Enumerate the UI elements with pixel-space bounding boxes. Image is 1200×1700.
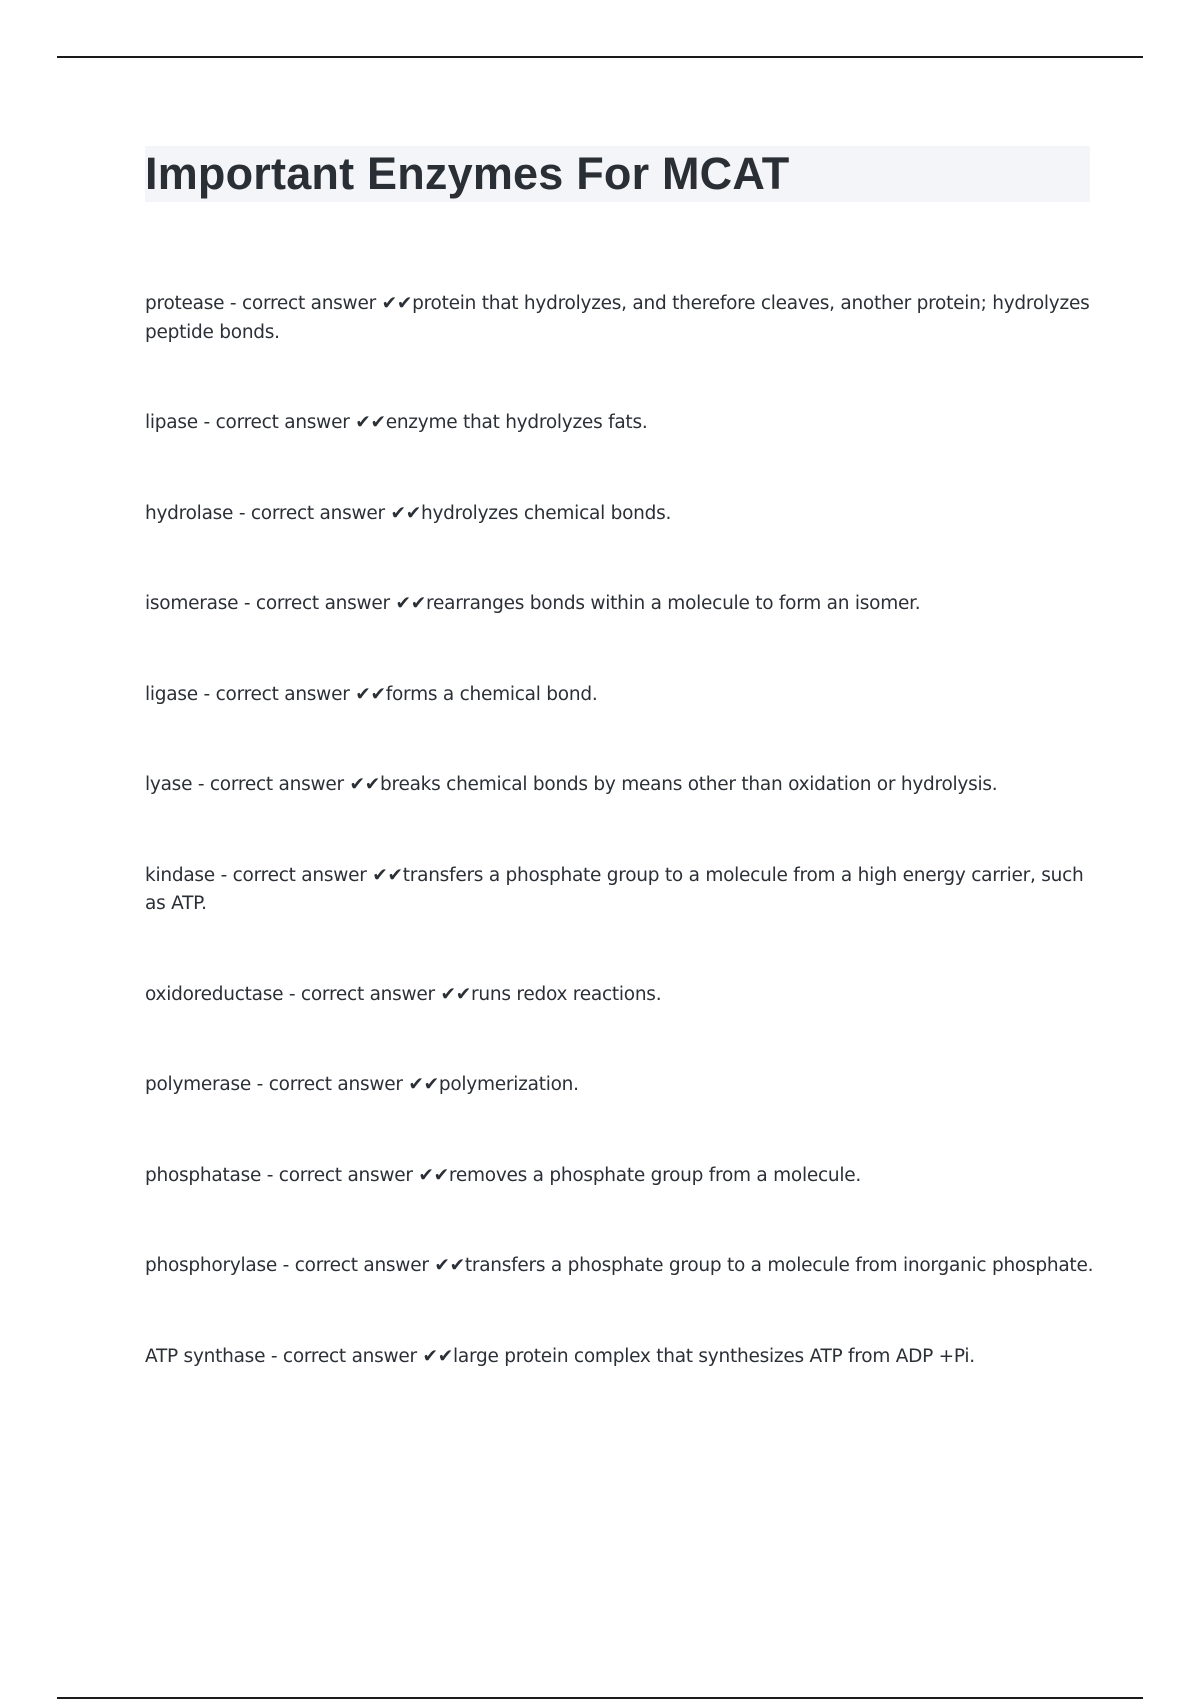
- entry-term: hydrolase: [145, 502, 234, 524]
- check-icon: ✔✔: [372, 864, 403, 886]
- entry-term: kindase: [145, 864, 215, 886]
- check-icon: ✔✔: [418, 1164, 449, 1186]
- entry-definition: polymerization.: [438, 1074, 579, 1095]
- entry-separator: - correct answer: [277, 1255, 435, 1276]
- entry-term: protease: [145, 293, 225, 314]
- entry-separator: - correct answer: [233, 502, 391, 524]
- list-item: [145, 1343, 1095, 1372]
- list-item: [145, 681, 1095, 710]
- entry-separator: - correct answer: [283, 983, 441, 1005]
- check-icon: ✔✔: [408, 1074, 439, 1095]
- entry-term: lipase: [145, 412, 198, 433]
- check-icon: ✔✔: [355, 412, 386, 433]
- entry-separator: - correct answer: [224, 293, 382, 314]
- check-icon: ✔✔: [349, 774, 381, 795]
- list-item: [145, 500, 1095, 529]
- entry-definition: large protein complex that synthesizes ATP from ADP +Pi.: [453, 1345, 975, 1367]
- entry-definition: enzyme that hydrolyzes fats.: [385, 412, 648, 433]
- list-item: [145, 590, 1095, 619]
- check-icon: ✔✔: [395, 593, 427, 614]
- entry-definition: transfers a phosphate group to a molecule from inorganic phosphate.: [464, 1255, 1094, 1276]
- entry-term: phosphatase: [145, 1164, 262, 1186]
- check-icon: ✔✔: [355, 683, 386, 705]
- entry-definition: breaks chemical bonds by means other than oxidation or hydrolysis.: [380, 774, 998, 795]
- entry-separator: - correct answer: [197, 683, 356, 705]
- entry-definition: protein that hydrolyzes, and therefore cleaves, another protein; hydrolyzes peptide bonds.: [145, 293, 1090, 343]
- entry-definition: forms a chemical bond.: [385, 683, 598, 705]
- entry-separator: - correct answer: [214, 864, 373, 886]
- list-item: [145, 1162, 1095, 1191]
- list-item: [145, 862, 1095, 919]
- entry-separator: - correct answer: [251, 1074, 409, 1095]
- title-banner: [145, 146, 1090, 202]
- list-item: [145, 409, 1095, 438]
- entry-separator: - correct answer: [192, 774, 350, 795]
- entry-definition: transfers a phosphate group to a molecule from a high energy carrier, such as ATP.: [145, 864, 1084, 914]
- page-title: Important Enzymes For MCAT: [145, 148, 790, 199]
- entry-term: polymerase: [145, 1074, 252, 1095]
- entry-separator: - correct answer: [238, 593, 396, 614]
- enzyme-list: [145, 290, 1095, 1433]
- entry-separator: - correct answer: [197, 412, 356, 433]
- entry-term: isomerase: [145, 593, 239, 614]
- list-item: [145, 1252, 1095, 1281]
- entry-definition: removes a phosphate group from a molecule.: [448, 1164, 862, 1186]
- check-icon: ✔✔: [434, 1255, 465, 1276]
- check-icon: ✔✔: [390, 502, 421, 524]
- entry-definition: runs redox reactions.: [471, 983, 662, 1005]
- bottom-rule: [57, 1697, 1143, 1699]
- list-item: [145, 1071, 1095, 1100]
- list-item: [145, 290, 1095, 347]
- entry-term: lyase: [145, 774, 193, 795]
- entry-definition: hydrolyzes chemical bonds.: [421, 502, 672, 524]
- entry-definition: rearranges bonds within a molecule to form an isomer.: [426, 593, 921, 614]
- entry-separator: - correct answer: [261, 1164, 419, 1186]
- check-icon: ✔✔: [422, 1345, 454, 1367]
- list-item: [145, 771, 1095, 800]
- check-icon: ✔✔: [440, 983, 472, 1005]
- list-item: [145, 981, 1095, 1010]
- check-icon: ✔✔: [381, 293, 413, 314]
- entry-term: phosphorylase: [145, 1255, 278, 1276]
- entry-term: ligase: [145, 683, 198, 705]
- entry-term: ATP synthase: [145, 1345, 266, 1367]
- entry-separator: - correct answer: [265, 1345, 423, 1367]
- entry-term: oxidoreductase: [145, 983, 284, 1005]
- top-rule: [57, 56, 1143, 58]
